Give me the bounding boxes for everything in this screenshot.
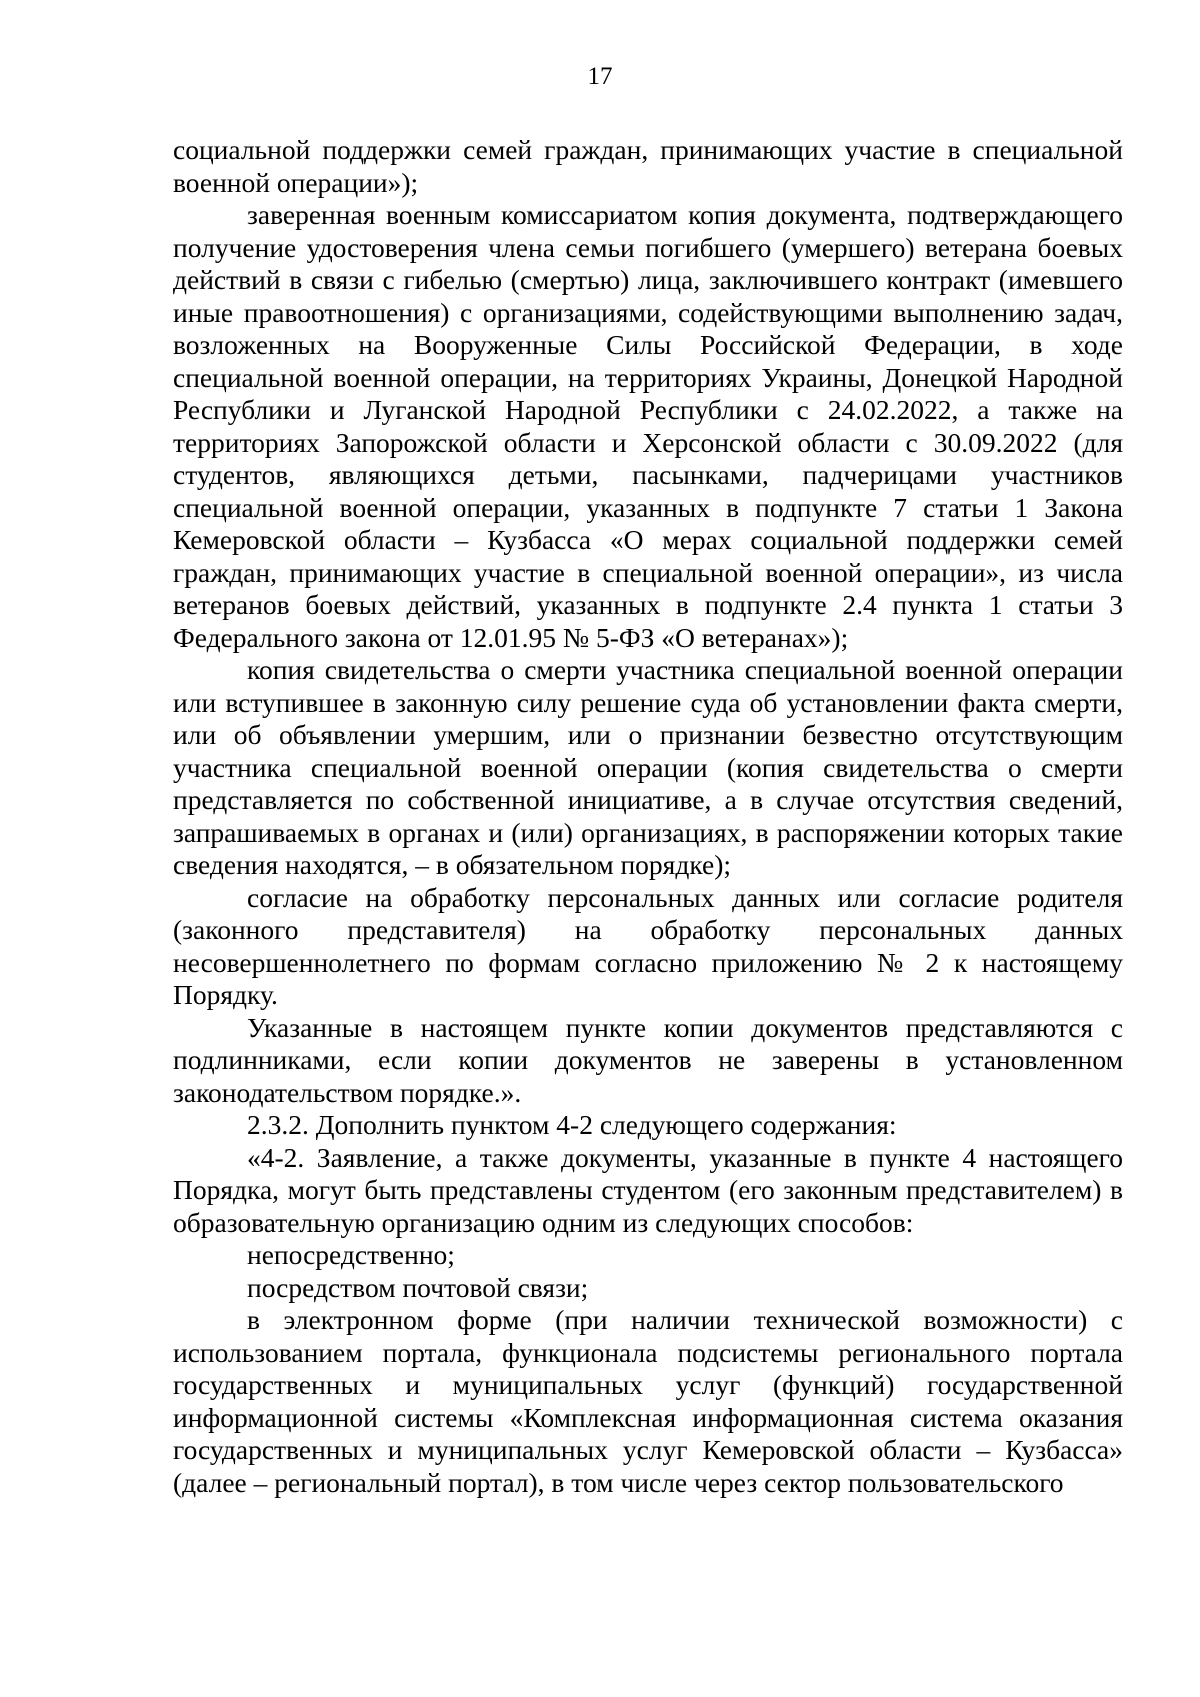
list-item-postal: посредством почтовой связи; [247,1271,589,1303]
paragraph-continuation: социальной поддержки семей граждан, принимающих участие в специальной военной операции»); [173,134,1123,198]
paragraph-submission-methods: «4-2. Заявление, а также документы, указанные в пункте 4 настоящего Порядка, могут быть представлены студентом (его законным представителем) в образовательную организацию одним из следующих способов: [173,1141,1123,1238]
page-number: 17 [587,63,613,90]
list-item-in-person: непосредственно; [247,1239,455,1270]
list-item-electronic: в электронном форме (при наличии технической возможности) с использованием портала, функционала подсистемы регионального портала государственных и муниципальных услуг (функций) государственной информационной системы «Комплексная информационная система оказания государственных и муниципальных услуг Кемеровской области – Кузбасса» (далее – региональный портал), в том числе через сектор пользовательского [173,1304,1123,1498]
paragraph-certified-copy: заверенная военным комиссариатом копия документа, подтверждающего получение удостоверения члена семьи погибшего (умершего) ветерана боевых действий в связи с гибелью (смертью) лица, заключившего контракт (имевшего иные правоотношения) с организациями, содействующими выполнению задач, возложенных на Вооруженные Силы Российской Федерации, в ходе специальной военной операции, на территориях Украины, Донецкой Народной Республики и Луганской Народной Республики с 24.02.2022, а также на территориях Запорожской области и Херсонской области с 30.09.2022 (для студентов, являющихся детьми, пасынками, падчерицами участников специальной военной операции, указанных в подпункте 7 статьи 1 Закона Кемеровской области – Кузбасса «О мерах социальной поддержки семей граждан, принимающих участие в специальной военной операции», из числа ветеранов боевых действий, указанных в подпункте 2.4 пункта 1 статьи 3 Федерального закона от 12.01.95 № 5-ФЗ «О ветеранах»); [173,199,1123,653]
paragraph-death-certificate: копия свидетельства о смерти участника специальной военной операции или вступившее в законную силу решение суда об установлении факта смерти, или об объявлении умершим, или о признании безвестно отсутствующим участника специальной военной операции (копия свидетельства о смерти представляется по собственной инициативе, а в случае отсутствия сведений, запрашиваемых в органах и (или) организациях, в распоряжении которых такие сведения находятся, – в обязательном порядке); [173,654,1123,880]
paragraph-originals: Указанные в настоящем пункте копии документов представляются с подлинниками, если копии документов не заверены в установленном законодательством порядке.». [173,1011,1123,1108]
document-body [173,134,1123,1499]
paragraph-amendment-heading: 2.3.2. Дополнить пунктом 4-2 следующего содержания: [247,1109,897,1140]
paragraph-consent: согласие на обработку персональных данных или согласие родителя (законного представителя) на обработку персональных данных несовершеннолетнего по формам согласно приложению № 2 к настоящему Порядку. [173,881,1123,1010]
